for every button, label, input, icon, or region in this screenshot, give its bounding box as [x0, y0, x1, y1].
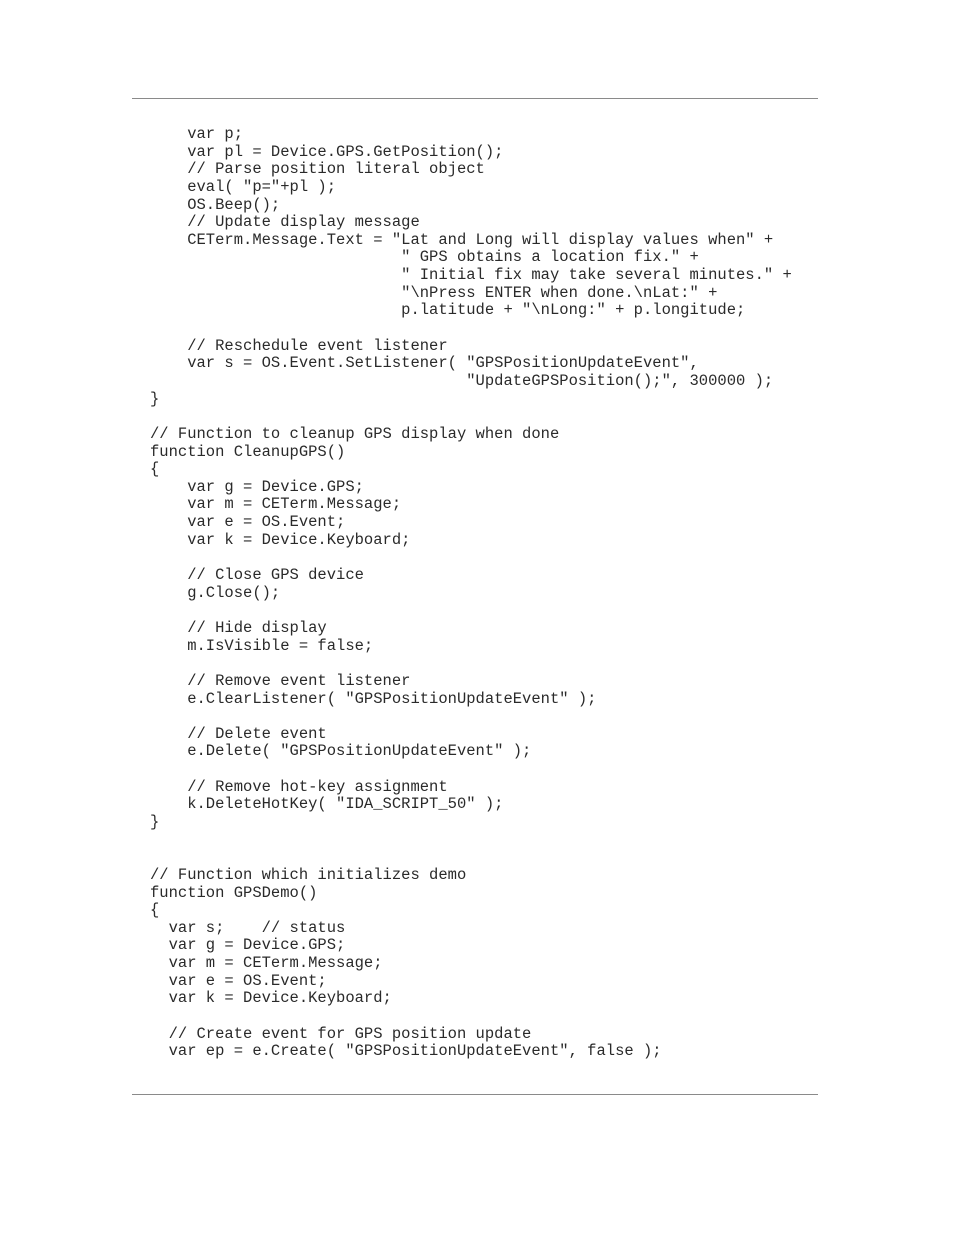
- code-line: [150, 708, 820, 726]
- code-line: var pl = Device.GPS.GetPosition();: [150, 142, 504, 161]
- code-line: CETerm.Message.Text = "Lat and Long will display values when" +: [150, 230, 774, 249]
- code-line: p.latitude + "\nLong:" + p.longitude;: [150, 301, 746, 320]
- code-line: // Hide display: [150, 618, 327, 637]
- code-line: e.ClearListener( "GPSPositionUpdateEvent" );: [150, 689, 597, 708]
- code-line: var ep = e.Create( "GPSPositionUpdateEvent", false );: [150, 1042, 662, 1061]
- code-line: // Function to cleanup GPS display when done: [150, 424, 560, 443]
- code-line: // Reschedule event listener: [150, 336, 448, 355]
- code-line: // Parse position literal object: [150, 160, 485, 179]
- code-line: [150, 408, 820, 426]
- code-line: // Remove hot-key assignment: [150, 777, 448, 796]
- code-line: function CleanupGPS(): [150, 442, 346, 461]
- code-line: var g = Device.GPS;: [150, 936, 346, 955]
- code-line: m.IsVisible = false;: [150, 636, 374, 655]
- code-line: [150, 832, 820, 850]
- code-line: "UpdateGPSPosition();", 300000 );: [150, 371, 774, 390]
- code-line: var m = CETerm.Message;: [150, 954, 383, 973]
- code-line: [150, 1008, 820, 1026]
- code-line: eval( "p="+pl );: [150, 177, 337, 196]
- code-line: var e = OS.Event;: [150, 513, 346, 532]
- code-line: var k = Device.Keyboard;: [150, 989, 392, 1008]
- code-line: e.Delete( "GPSPositionUpdateEvent" );: [150, 742, 532, 761]
- code-line: // Function which initializes demo: [150, 865, 467, 884]
- code-line: k.DeleteHotKey( "IDA_SCRIPT_50" );: [150, 795, 504, 814]
- code-line: function GPSDemo(): [150, 883, 318, 902]
- header-rule: [132, 98, 818, 99]
- code-line: var m = CETerm.Message;: [150, 495, 402, 514]
- code-line: "\nPress ENTER when done.\nLat:" +: [150, 283, 718, 302]
- code-line: var p;: [150, 125, 244, 143]
- code-line: // Remove event listener: [150, 671, 411, 690]
- code-line: OS.Beep();: [150, 195, 281, 214]
- code-line: // Delete event: [150, 724, 327, 743]
- code-line: }: [150, 812, 160, 831]
- code-line: var s; // status: [150, 918, 346, 937]
- code-line: // Update display message: [150, 213, 420, 232]
- code-line: " Initial fix may take several minutes." +: [150, 266, 792, 285]
- code-line: [150, 549, 820, 567]
- code-line: " GPS obtains a location fix." +: [150, 248, 699, 267]
- code-line: [150, 320, 820, 338]
- code-line: [150, 602, 820, 620]
- code-line: {: [150, 460, 160, 479]
- code-line: }: [150, 389, 160, 408]
- code-line: // Close GPS device: [150, 566, 364, 585]
- code-line: [150, 655, 820, 673]
- code-line: var k = Device.Keyboard;: [150, 530, 411, 549]
- code-line: var g = Device.GPS;: [150, 477, 364, 496]
- code-line: [150, 761, 820, 779]
- footer-rule: [132, 1094, 818, 1095]
- code-line: var s = OS.Event.SetListener( "GPSPositionUpdateEvent",: [150, 354, 699, 373]
- code-line: g.Close();: [150, 583, 281, 602]
- code-line: // Create event for GPS position update: [150, 1024, 532, 1043]
- code-line: var e = OS.Event;: [150, 971, 327, 990]
- code-listing: [150, 126, 820, 1061]
- code-line: {: [150, 901, 160, 920]
- code-line: [150, 849, 820, 867]
